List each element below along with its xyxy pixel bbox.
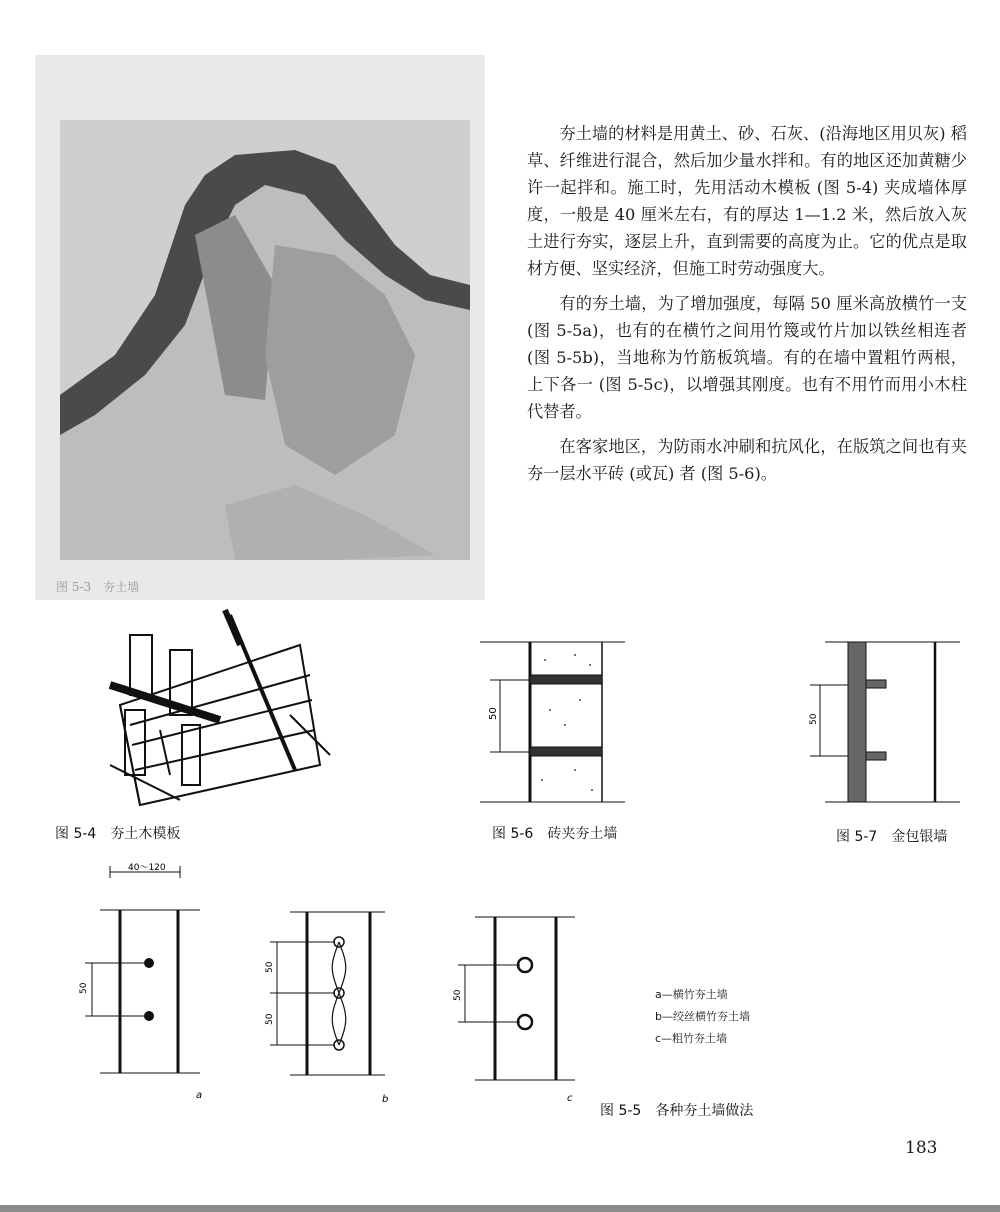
fig55a-dim-label: 50 [79,982,89,994]
fig55a-drawing [70,858,220,1112]
bamboo-wall-section-a [70,858,220,1108]
body-text [527,120,967,495]
body-paragraph: 有的夯土墙，为了增加强度，每隔 50 厘米高放横竹一支 (图 5-5a)，也有的在横竹之间用竹篾或竹片加以铁丝相连者 (图 5-5b)，当地称为竹筋板筑墙。有的在墙中置粗竹两根，上下各一 (图 5-5c)，以增强其刚度。也有不用竹而用小木柱代替者。 [527,294,967,421]
fig57-caption: 图 5-7 金包银墙 [836,829,948,845]
gold-silver-wall-section [800,630,970,810]
fig55b-sub-label: b [382,1094,389,1105]
bamboo-wall-section-c [450,905,590,1105]
fig55-legend [655,984,750,1050]
bamboo-wall-section-b [260,890,400,1110]
formwork-sketch [100,605,340,815]
rammed-earth-wall-photo [35,55,485,600]
fig55b-dim-label-lower: 50 [265,1013,275,1025]
gold-silver-wall-drawing [800,630,970,814]
fig54-caption: 图 5-4 夯土木模板 [55,826,181,842]
legend-item: b—绞丝横竹夯土墙 [655,1010,750,1023]
photo-frame [35,55,485,600]
fig55c-sub-label: c [567,1093,573,1104]
fig55a-width-label: 40～120 [128,863,166,873]
fig55b-dim-label-upper: 50 [265,961,275,973]
brick-layer-wall-section [480,630,630,810]
fig55c-drawing [450,905,590,1109]
brick-layer-wall-drawing [480,630,630,814]
fig55b-drawing [260,890,400,1114]
legend-item: c—粗竹夯土墙 [655,1032,728,1045]
page-number: 183 [905,1138,938,1158]
fig55-caption: 图 5-5 各种夯土墙做法 [600,1103,754,1119]
fig56-caption: 图 5-6 砖夹夯土墙 [492,826,618,842]
fig55c-dim-label: 50 [453,989,463,1001]
fig56-dim-label: 50 [488,707,499,720]
bottom-border [0,1205,1000,1212]
fig57-dim-label: 50 [809,713,819,725]
body-paragraph: 夯土墙的材料是用黄土、砂、石灰、(沿海地区用贝灰) 稻草、纤维进行混合，然后加少量水拌和。有的地区还加黄糖少许一起拌和。施工时，先用活动木模板 (图 5-4) 夹成墙体厚度，一般是 40 厘米左右，有的厚达 1—1.2 米，然后放入灰土进行夯实，逐层上升，直到需要的高度为止。它的优点是取材方便、坚实经济，但施工时劳动强度大。 [527,124,967,278]
formwork-drawing [100,605,340,819]
legend-item: a—横竹夯土墙 [655,988,728,1001]
fig55a-sub-label: a [196,1090,203,1101]
photo-caption: 图 5-3 夯土墙 [56,580,140,594]
body-paragraph: 在客家地区，为防雨水冲刷和抗风化，在版筑之间也有夹夯一层水平砖 (或瓦) 者 (图 5-6)。 [527,437,967,483]
